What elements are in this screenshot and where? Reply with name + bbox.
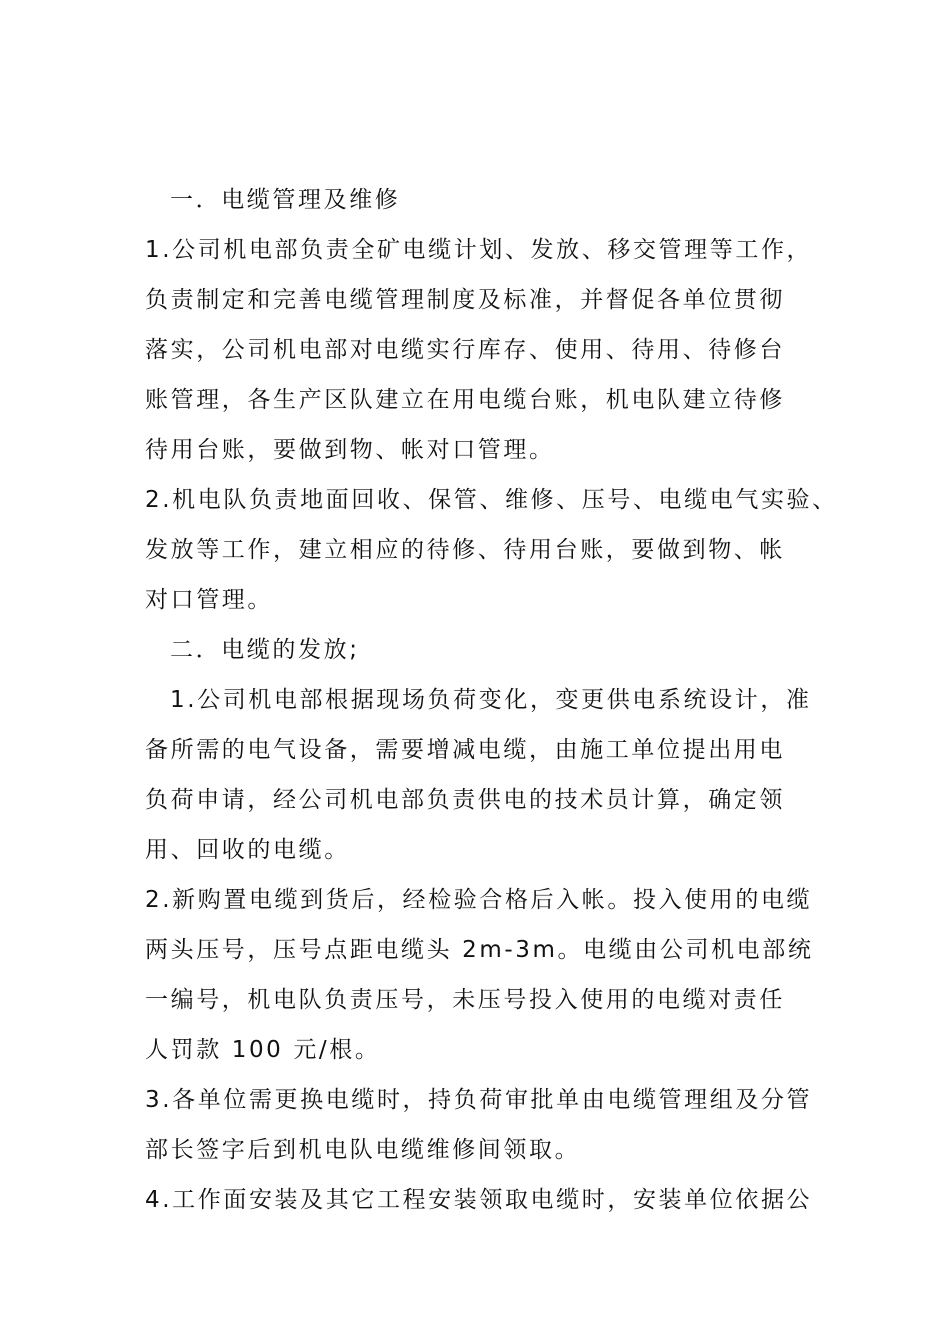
- paragraph-line: 部长签字后到机电队电缆维修间领取。: [145, 1137, 581, 1163]
- paragraph-line: 账管理，各生产区队建立在用电缆台账，机电队建立待修: [145, 387, 785, 413]
- paragraph-line: 待用台账，要做到物、帐对口管理。: [145, 437, 555, 463]
- paragraph-line: 用、回收的电缆。: [145, 837, 350, 863]
- paragraph-line: 1.公司机电部根据现场负荷变化，变更供电系统设计，准: [170, 687, 812, 713]
- section-heading-2: 二．电缆的发放;: [170, 637, 360, 663]
- paragraph-line: 落实，公司机电部对电缆实行库存、使用、待用、待修台: [145, 337, 785, 363]
- paragraph-line: 4.工作面安装及其它工程安装领取电缆时，安装单位依据公: [145, 1187, 813, 1213]
- paragraph-line: 备所需的电气设备，需要增减电缆，由施工单位提出用电: [145, 737, 785, 763]
- paragraph-line: 1.公司机电部负责全矿电缆计划、发放、移交管理等工作，: [145, 237, 813, 263]
- paragraph-line: 一编号，机电队负责压号，未压号投入使用的电缆对责任: [145, 987, 785, 1013]
- paragraph-line: 人罚款 100 元/根。: [145, 1037, 381, 1063]
- paragraph-line: 负责制定和完善电缆管理制度及标准，并督促各单位贯彻: [145, 287, 785, 313]
- paragraph-line: 2.新购置电缆到货后，经检验合格后入帐。投入使用的电缆: [145, 887, 813, 913]
- paragraph-line: 发放等工作，建立相应的待修、待用台账，要做到物、帐: [145, 537, 785, 563]
- paragraph-line: 3.各单位需更换电缆时，持负荷审批单由电缆管理组及分管: [145, 1087, 813, 1113]
- paragraph-line: 2.机电队负责地面回收、保管、维修、压号、电缆电气实验、: [145, 487, 838, 513]
- section-heading-1: 一．电缆管理及维修: [170, 187, 401, 213]
- paragraph-line: 负荷申请，经公司机电部负责供电的技术员计算，确定领: [145, 787, 785, 813]
- paragraph-line: 对口管理。: [145, 587, 273, 613]
- paragraph-line: 两头压号，压号点距电缆头 2m-3m。电缆由公司机电部统: [145, 937, 814, 963]
